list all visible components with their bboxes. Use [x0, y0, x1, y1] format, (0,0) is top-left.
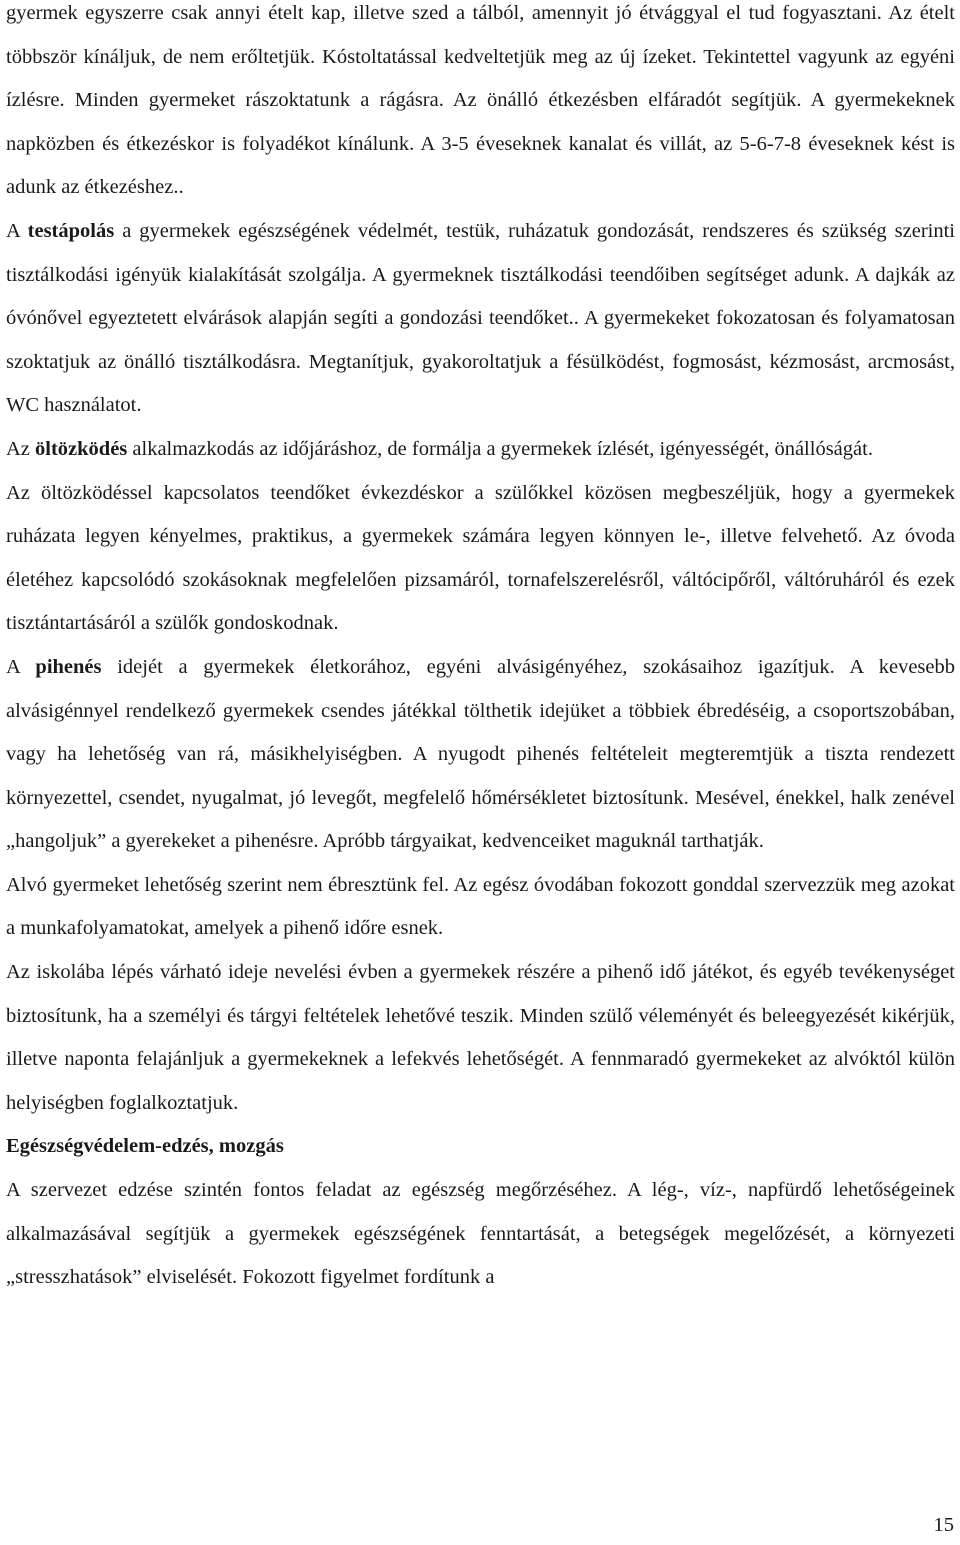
paragraph-etkezes: gyermek egyszerre csak annyi ételt kap, illetve szed a tálból, amennyit jó étvággyal el tud fogyasztani. Az ételt többször kínáljuk, de nem erőltetjük. Kóstoltatással kedveltetjük meg az új ízeket. Tekintettel vagyunk az egyéni ízlésre. Minden gyermeket rászoktatunk a rágásra. Az önálló étkezésben elfáradót segítjük. A gyermekeknek napközben és étkezéskor is folyadékot kínálunk. A 3-5 éveseknek kanalat és villát, az 5-6-7-8 éveseknek kést is adunk az étkezéshez..	[6, 2, 955, 199]
paragraph-oltozkodes-teendok: Az öltözködéssel kapcsolatos teendőket évkezdéskor a szülőkkel közösen megbeszéljük, hogy a gyermekek ruházata legyen kényelmes, praktikus, a gyermekek számára legyen könnyen le-, illetve felvehető. Az óvoda életéhez kapcsolódó szokásoknak megfelelően pizsamáról, tornafelszerelésről, váltócipőről, váltóruháról és ezek tisztántartásáról a szülők gondoskodnak.	[6, 481, 955, 635]
text-run: Az	[6, 437, 36, 460]
paragraph-edzes: A szervezet edzése szintén fontos feladat az egészség megőrzéséhez. A lég-, víz-, napfürdő lehetőségeinek alkalmazásával segítjük a gyermekek egészségének fenntartását, a betegségek megelőzését, a környezeti „stresszhatások” elviselését. Fokozott figyelmet fordítunk a	[6, 1179, 955, 1289]
paragraph-oltozkodes	[6, 428, 955, 472]
paragraph-iskolaba-lepes: Az iskolába lépés várható ideje nevelési évben a gyermekek részére a pihenő idő játékot, és egyéb tevékenységet biztosítunk, ha a személyi és tárgyi feltételek lehetővé teszik. Minden szülő véleményét és beleegyezését kikérjük, illetve naponta felajánljuk a gyermekeknek a lefekvés lehetőségét. A fennmaradó gyermekeket az alvóktól külön helyiségben foglalkoztatjuk.	[6, 961, 955, 1114]
paragraph-testapolas	[6, 210, 955, 428]
bold-term-pihenes: pihenés	[35, 655, 102, 678]
text-run: a gyermekek egészségének védelmét, testük, ruházatuk gondozását, rendszeres és szükség szerinti tisztálkodási igényük kialakítását szolgálja. A gyermeknek tisztálkodási teendőiben segítséget adunk. A dajkák az óvónővel egyeztetett elvárások alapján segíti a gondozási teendőket.. A gyermekeket fokozatosan és folyamatosan szoktatjuk az önálló tisztálkodásra. Megtanítjuk, gyakoroltatjuk a fésülködést, fogmosást, kézmosást, arcmosást, WC használatot.	[6, 219, 955, 417]
document-page	[6, 0, 955, 1300]
bold-term-oltozkodes: öltözködés	[35, 437, 128, 460]
page-number: 15	[933, 1514, 954, 1536]
paragraph-alvo-gyermek: Alvó gyermeket lehetőség szerint nem ébresztünk fel. Az egész óvodában fokozott gonddal szervezzük meg azokat a munkafolyamatokat, amelyek a pihenő időre esnek.	[6, 873, 955, 940]
bold-term-testapolas: testápolás	[27, 219, 115, 242]
text-run: A	[6, 219, 28, 242]
text-run: A	[6, 655, 36, 678]
paragraph-pihenes	[6, 646, 955, 864]
text-run: idejét a gyermekek életkorához, egyéni alvásigényéhez, szokásaihoz igazítjuk. A kevesebb alvásigénnyel rendelkező gyermekek csendes játékkal tölthetik idejüket a többiek ébredéséig, a csoportszobában, vagy ha lehetőség van rá, másikhelyiségben. A nyugodt pihenés feltételeit megteremtjük a tiszta rendezett környezettel, csendet, nyugalmat, jó levegőt, megfelelő hőmérsékletet biztosítunk. Mesével, énekkel, halk zenével „hangoljuk” a gyerekeket a pihenésre. Apróbb tárgyaikat, kedvenceiket maguknál tarthatják.	[6, 655, 955, 853]
section-heading: Egészségvédelem-edzés, mozgás	[6, 1135, 284, 1158]
text-run: alkalmazkodás az időjáráshoz, de formálja a gyermekek ízlését, igényességét, önállóságát.	[127, 437, 873, 460]
